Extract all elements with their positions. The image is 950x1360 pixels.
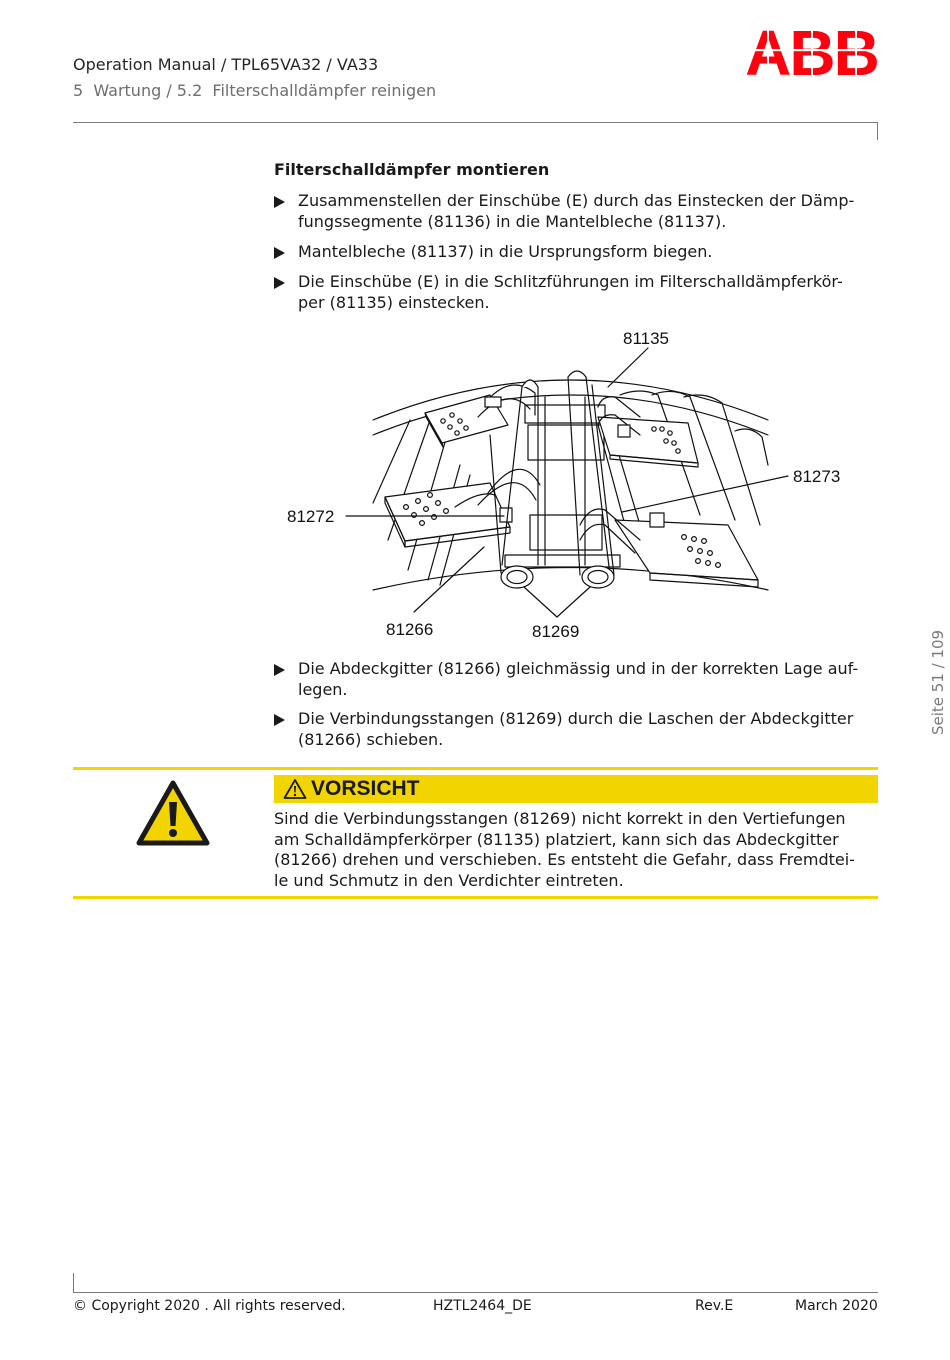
- callout-81266: 81266: [386, 620, 434, 639]
- bullet-arrow-icon: [274, 714, 285, 726]
- callout-81135: 81135: [623, 329, 670, 348]
- step-text: Zusammenstellen der Einschübe (E) durch das Einstecken der Dämp- fungssegmente (81136) in die Mantelbleche (81137).: [298, 191, 855, 231]
- warning-small-icon: [283, 778, 307, 800]
- leader-81269-b: [557, 587, 590, 617]
- leader-81269-a: [524, 587, 557, 617]
- header-rule: [73, 122, 878, 123]
- warning-bottom-rule: [73, 896, 878, 899]
- warning-text: Sind die Verbindungsstangen (81269) nicht korrekt in den Vertiefungen am Schalldämpferkörper (81135) platziert, kann sich das Abdeckgitter (81266) drehen und verschieben. Es entsteht die Gefahr, dass Fremdtei- le und Schmutz in den Verdichter eintreten.: [274, 809, 855, 890]
- footer-doc-id: HZTL2464_DE: [433, 1298, 532, 1314]
- callout-81273: 81273: [793, 467, 841, 486]
- footer-date: March 2020: [795, 1298, 878, 1314]
- bullet-arrow-icon: [274, 196, 285, 208]
- footer-revision: Rev.E: [695, 1298, 734, 1314]
- assembly-figure: [280, 325, 860, 645]
- step-text: Mantelbleche (81137) in die Ursprungsform biegen.: [298, 242, 713, 261]
- bullet-arrow-icon: [274, 277, 285, 289]
- warning-label: VORSICHT: [311, 777, 420, 800]
- warning-top-rule: [73, 767, 878, 770]
- callout-81269: 81269: [532, 622, 580, 641]
- warning-triangle-icon: [136, 780, 210, 846]
- step-text: Die Verbindungsstangen (81269) durch die Laschen der Abdeckgitter (81266) schieben.: [298, 709, 854, 749]
- step-text: Die Abdeckgitter (81266) gleichmässig und in der korrekten Lage auf- legen.: [298, 659, 859, 699]
- step-text: Die Einschübe (E) in die Schlitzführungen im Filterschalldämpferkör- per (81135) einstecken.: [298, 272, 843, 312]
- bullet-arrow-icon: [274, 664, 285, 676]
- page-number: Seite 51 / 109: [929, 629, 947, 735]
- silencer-drawing: [280, 325, 860, 645]
- footer-rule-tick: [73, 1273, 74, 1293]
- document-title: Operation Manual / TPL65VA32 / VA33: [73, 55, 379, 74]
- breadcrumb: 5 Wartung / 5.2 Filterschalldämpfer reinigen: [73, 81, 437, 100]
- leader-81135: [608, 348, 648, 387]
- footer-copyright: © Copyright 2020 . All rights reserved.: [73, 1298, 346, 1314]
- footer-rule: [73, 1292, 878, 1293]
- header-rule-tick: [877, 122, 878, 140]
- leader-81273: [622, 476, 788, 512]
- callout-81272: 81272: [287, 507, 335, 526]
- abb-logo: [745, 25, 878, 77]
- bullet-arrow-icon: [274, 247, 285, 259]
- section-title: Filterschalldämpfer montieren: [274, 160, 550, 179]
